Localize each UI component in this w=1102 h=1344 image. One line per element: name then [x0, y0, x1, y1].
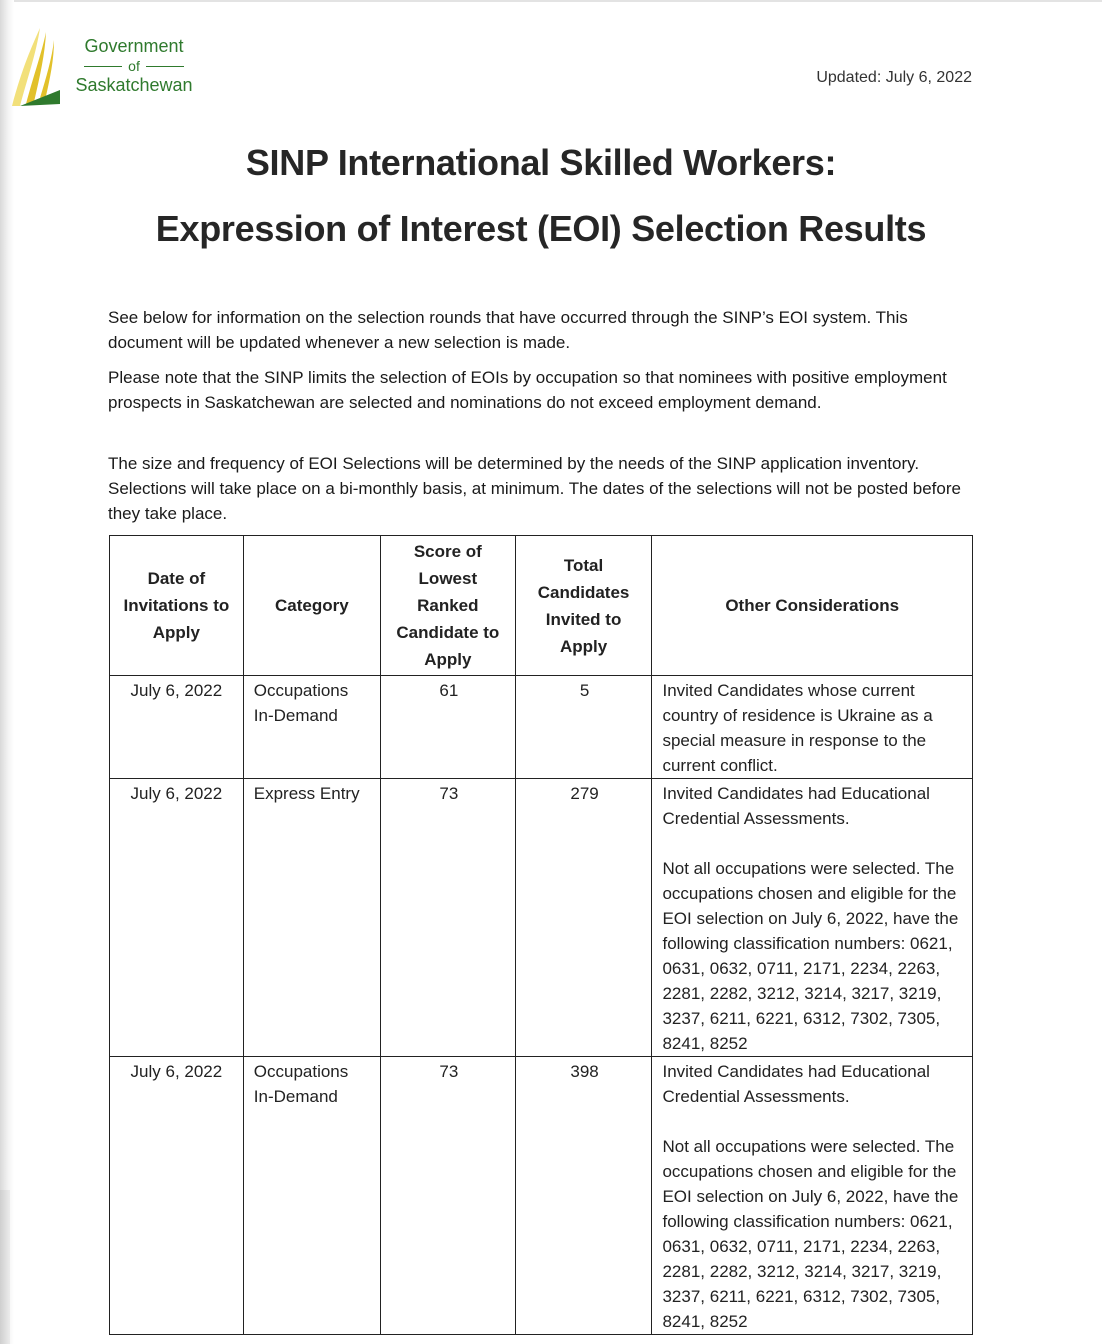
header-other: Other Considerations — [652, 536, 973, 676]
logo-line-of: of — [70, 57, 198, 75]
header-score: Score of Lowest Ranked Candidate to Apply — [380, 536, 515, 676]
cell-date: July 6, 2022 — [110, 1057, 244, 1335]
cell-other: Invited Candidates whose current country of residence is Ukraine as a special measure in response to the current conflict. — [652, 676, 973, 779]
header-date: Date of Invitations to Apply — [110, 536, 244, 676]
cell-score: 73 — [380, 779, 515, 1057]
table-header-row — [110, 536, 973, 676]
header-total: Total Candidates Invited to Apply — [515, 536, 652, 676]
cell-total: 5 — [515, 676, 652, 779]
page-edge — [0, 1190, 10, 1344]
logo-line-saskatchewan: Saskatchewan — [75, 75, 193, 95]
wheat-logo-icon — [10, 26, 70, 116]
cell-total: 398 — [515, 1057, 652, 1335]
cell-other: Invited Candidates had Educational Credential Assessments. Not all occupations were selected. The occupations chosen and eligible for the EOI selection on July 6, 2022, have the following classification numbers: 0621, 0631, 0632, 0711, 2171, 2234, 2263, 2281, 2282, 3212, 3214, 3217, 3219, 3237, 6211, 6221, 6312, 7302, 7305, 8241, 8252 — [652, 1057, 973, 1335]
cell-category: Express Entry — [243, 779, 380, 1057]
header-category: Category — [243, 536, 380, 676]
page-title-line-1: SINP International Skilled Workers: — [245, 142, 837, 183]
updated-date: Updated: July 6, 2022 — [816, 69, 972, 86]
table-row — [110, 1057, 973, 1335]
cell-score: 61 — [380, 676, 515, 779]
logo-text — [70, 36, 198, 96]
cell-date: July 6, 2022 — [110, 779, 244, 1057]
selection-results-table — [109, 535, 973, 1335]
cell-category: Occupations In-Demand — [243, 676, 380, 779]
logo-line-government: Government — [84, 36, 184, 56]
page-title-line-2: Expression of Interest (EOI) Selection Results — [155, 208, 927, 249]
table-row — [110, 676, 973, 779]
intro-paragraph: See below for information on the selection rounds that have occurred through the SINP’s EOI system. This document will be updated whenever a new selection is made. — [108, 308, 908, 352]
page-left-shadow — [0, 0, 14, 1344]
cell-score: 73 — [380, 1057, 515, 1335]
cell-date: July 6, 2022 — [110, 676, 244, 779]
top-border — [0, 0, 1102, 2]
cell-other: Invited Candidates had Educational Credential Assessments. Not all occupations were selected. The occupations chosen and eligible for the EOI selection on July 6, 2022, have the following classification numbers: 0621, 0631, 0632, 0711, 2171, 2234, 2263, 2281, 2282, 3212, 3214, 3217, 3219, 3237, 6211, 6221, 6312, 7302, 7305, 8241, 8252 — [652, 779, 973, 1057]
government-logo — [10, 26, 210, 116]
frequency-paragraph: The size and frequency of EOI Selections will be determined by the needs of the SINP application inventory. Selections will take place on a bi-monthly basis, at minimum. The dates of the selections will not be posted before they take place. — [108, 454, 961, 523]
cell-category: Occupations In-Demand — [243, 1057, 380, 1335]
limits-paragraph: Please note that the SINP limits the selection of EOIs by occupation so that nominees with positive employment prospects in Saskatchewan are selected and nominations do not exceed employment demand. — [108, 368, 947, 412]
cell-total: 279 — [515, 779, 652, 1057]
table-row — [110, 779, 973, 1057]
